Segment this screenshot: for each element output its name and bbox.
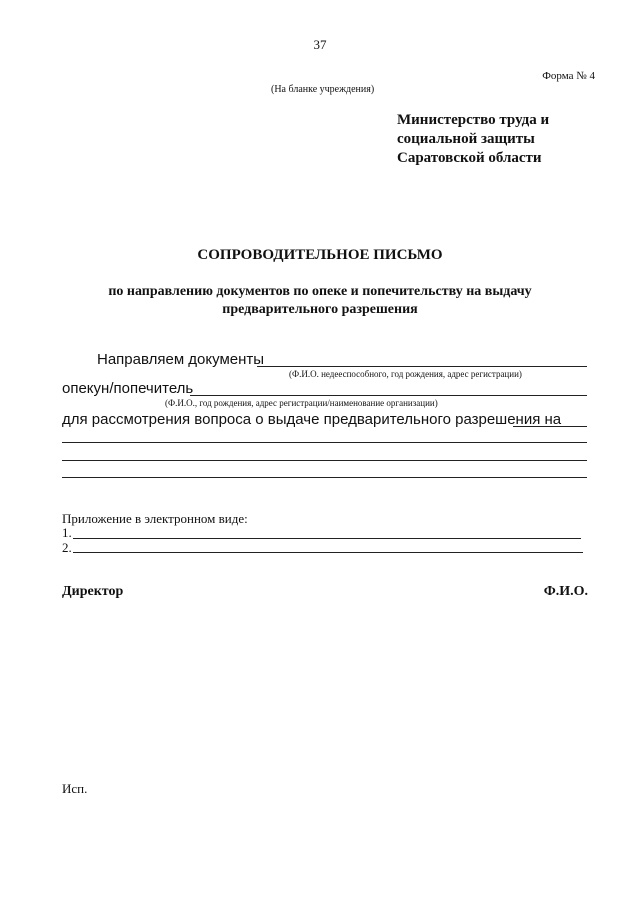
recipient-line-2: социальной защиты bbox=[397, 131, 535, 147]
document-subtitle bbox=[70, 283, 570, 319]
signature-position: Директор bbox=[62, 584, 124, 599]
guardian-field[interactable] bbox=[190, 395, 587, 396]
form-number: Форма № 4 bbox=[542, 70, 595, 82]
guardian-label: опекун/попечитель bbox=[62, 380, 194, 397]
appendix-item-2-number: 2. bbox=[62, 540, 72, 555]
appendix-item-1-field[interactable] bbox=[73, 538, 581, 539]
send-documents-hint: (Ф.И.О. недееспособного, год рождения, адрес регистрации) bbox=[289, 369, 522, 379]
signature-name: Ф.И.О. bbox=[543, 584, 588, 599]
letterhead-note: (На бланке учреждения) bbox=[271, 84, 375, 95]
blank-line-3[interactable] bbox=[62, 477, 587, 478]
recipient-line-1: Министерство труда и bbox=[397, 112, 550, 128]
page-number: 37 bbox=[313, 37, 327, 52]
purpose-field[interactable] bbox=[513, 426, 587, 427]
send-documents-field[interactable] bbox=[257, 366, 587, 367]
executor-label: Исп. bbox=[62, 781, 88, 796]
recipient-line-3: Саратовской области bbox=[397, 150, 542, 166]
send-documents-label: Направляем документы bbox=[97, 351, 265, 368]
purpose-text: для рассмотрения вопроса о выдаче предварительного разрешения на bbox=[62, 411, 562, 428]
blank-line-2[interactable] bbox=[62, 460, 587, 461]
appendix-item-1-number: 1. bbox=[62, 525, 72, 540]
subtitle-line-1: по направлению документов по опеке и попечительству на выдачу bbox=[108, 284, 532, 299]
appendix-item-2-field[interactable] bbox=[73, 552, 583, 553]
recipient-block bbox=[397, 111, 549, 168]
document-title: СОПРОВОДИТЕЛЬНОЕ ПИСЬМО bbox=[197, 247, 443, 263]
appendix-title: Приложение в электронном виде: bbox=[62, 511, 248, 526]
subtitle-line-2: предварительного разрешения bbox=[222, 302, 418, 317]
guardian-hint: (Ф.И.О., год рождения, адрес регистрации/наименование организации) bbox=[165, 398, 438, 408]
blank-line-1[interactable] bbox=[62, 442, 587, 443]
